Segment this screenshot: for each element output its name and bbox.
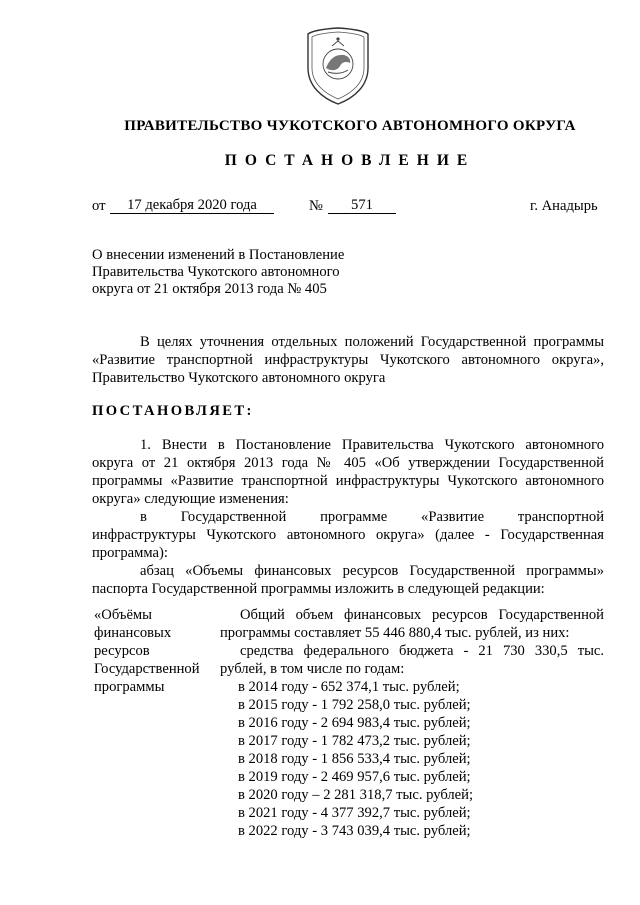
item1-line: программы «Развитие транспортной инфраструктуры Чукотского автономного: [92, 473, 604, 489]
subject-line: округа от 21 октября 2013 года № 405: [92, 281, 327, 298]
city: г. Анадырь: [530, 198, 598, 214]
table-federal-line: рублей, в том числе по годам:: [220, 661, 405, 677]
document-date: 17 декабря 2020 года: [110, 198, 274, 214]
table-year-line: в 2019 году - 2 469 957,6 тыс. рублей;: [238, 769, 471, 785]
table-year-line: в 2018 году - 1 856 533,4 тыс. рублей;: [238, 751, 471, 767]
item1-line: округа» следующие изменения:: [92, 491, 289, 507]
table-label-line: «Объёмы: [94, 607, 152, 623]
table-label-line: Государственной: [94, 661, 200, 677]
number-label: №: [309, 198, 323, 214]
paragraph-line: паспорта Государственной программы изложить в следующей редакции:: [92, 581, 545, 597]
item1-in-line: инфраструктуры Чукотского автономного округа» (далее - Государственная: [92, 527, 604, 543]
item1-in-line: программа):: [92, 545, 168, 561]
table-year-line: в 2022 году - 3 743 039,4 тыс. рублей;: [238, 823, 471, 839]
coat-of-arms-icon: [302, 24, 374, 108]
preamble-line: В целях уточнения отдельных положений Государственной программы: [140, 334, 604, 350]
table-year-line: в 2016 году - 2 694 983,4 тыс. рублей;: [238, 715, 471, 731]
table-label-line: финансовых: [94, 625, 172, 641]
table-total-line: программы составляет 55 446 880,4 тыс. рублей, из них:: [220, 625, 570, 641]
document-type: ПОСТАНОВЛЕНИЕ: [224, 152, 476, 169]
table-label-line: ресурсов: [94, 643, 150, 659]
paragraph-line: абзац «Объемы финансовых ресурсов Государственной программы»: [140, 563, 604, 579]
date-number-row: [0, 198, 640, 218]
table-year-line: в 2020 году – 2 281 318,7 тыс. рублей;: [238, 787, 474, 803]
table-total-line: Общий объем финансовых ресурсов Государственной: [240, 607, 604, 623]
preamble-line: «Развитие транспортной инфраструктуры Чукотского автономного округа»,: [92, 352, 604, 368]
resolves-heading: ПОСТАНОВЛЯЕТ:: [92, 403, 254, 419]
item1-line: 1. Внести в Постановление Правительства Чукотского автономного: [140, 437, 604, 453]
from-label: от: [92, 198, 106, 214]
item1-line: округа от 21 октября 2013 года № 405 «Об утверждении Государственной: [92, 455, 604, 471]
table-year-line: в 2021 году - 4 377 392,7 тыс. рублей;: [238, 805, 471, 821]
table-year-line: в 2017 году - 1 782 473,2 тыс. рублей;: [238, 733, 471, 749]
item1-in-line: в Государственной программе «Развитие транспортной: [140, 509, 604, 525]
government-title: ПРАВИТЕЛЬСТВО ЧУКОТСКОГО АВТОНОМНОГО ОКРУГА: [124, 118, 576, 134]
document-number: 571: [328, 198, 396, 214]
table-year-line: в 2015 году - 1 792 258,0 тыс. рублей;: [238, 697, 471, 713]
table-year-line: в 2014 году - 652 374,1 тыс. рублей;: [238, 679, 460, 695]
subject-line: О внесении изменений в Постановление: [92, 247, 345, 263]
table-federal-line: средства федерального бюджета - 21 730 330,5 тыс.: [240, 643, 604, 659]
table-label-line: программы: [94, 679, 165, 695]
subject-line: Правительства Чукотского автономного: [92, 264, 340, 281]
subject-block: [92, 247, 392, 299]
preamble-line: Правительство Чукотского автономного округа: [92, 370, 386, 386]
